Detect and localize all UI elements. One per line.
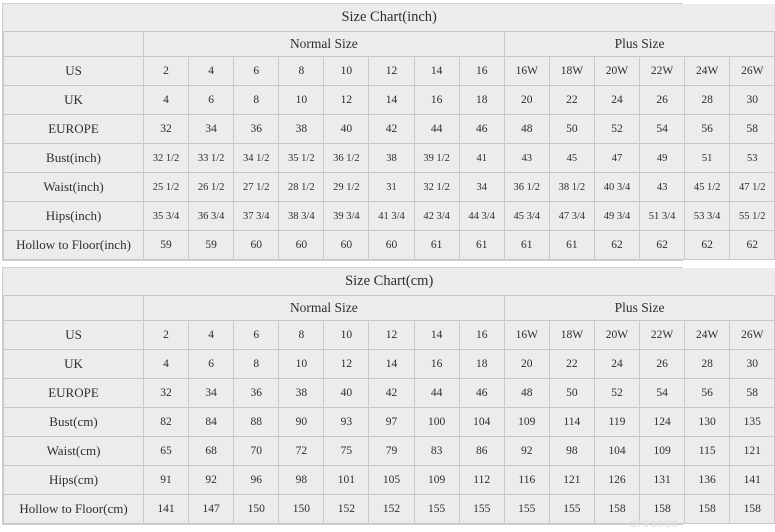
cell: 70 bbox=[234, 437, 279, 466]
size-chart-cm-table bbox=[3, 268, 775, 524]
cell: 60 bbox=[369, 231, 414, 260]
cell: 35 1/2 bbox=[279, 144, 324, 173]
cell: 53 bbox=[730, 144, 775, 173]
table-row bbox=[4, 379, 775, 408]
cell: 33 1/2 bbox=[189, 144, 234, 173]
cell: 26 bbox=[640, 350, 685, 379]
group-header-plus: Plus Size bbox=[504, 32, 775, 57]
cell: 45 bbox=[549, 144, 594, 173]
cell: 16 bbox=[459, 57, 504, 86]
cell: 68 bbox=[189, 437, 234, 466]
cell: 126 bbox=[594, 466, 639, 495]
cell: 97 bbox=[369, 408, 414, 437]
cell: 59 bbox=[144, 231, 189, 260]
cell: 10 bbox=[279, 350, 324, 379]
cell: 141 bbox=[730, 466, 775, 495]
cell: 49 3/4 bbox=[594, 202, 639, 231]
cell: 82 bbox=[144, 408, 189, 437]
cell: 26 1/2 bbox=[189, 173, 234, 202]
cell: 47 bbox=[594, 144, 639, 173]
cell: 20 bbox=[504, 350, 549, 379]
cell: 24W bbox=[685, 321, 730, 350]
table-group-row bbox=[4, 32, 775, 57]
group-header-normal: Normal Size bbox=[144, 32, 505, 57]
cell: 16 bbox=[414, 86, 459, 115]
chart-title: Size Chart(inch) bbox=[4, 4, 775, 32]
cell: 92 bbox=[189, 466, 234, 495]
cell: 29 1/2 bbox=[324, 173, 369, 202]
cell: 4 bbox=[144, 350, 189, 379]
cell: 90 bbox=[279, 408, 324, 437]
row-label: Waist(cm) bbox=[4, 437, 144, 466]
cell: 60 bbox=[234, 231, 279, 260]
cell: 22W bbox=[640, 321, 685, 350]
cell: 18 bbox=[459, 86, 504, 115]
cell: 155 bbox=[459, 495, 504, 524]
cell: 44 bbox=[414, 379, 459, 408]
cell: 6 bbox=[234, 57, 279, 86]
row-label: Hollow to Floor(cm) bbox=[4, 495, 144, 524]
cell: 45 1/2 bbox=[685, 173, 730, 202]
cell: 36 3/4 bbox=[189, 202, 234, 231]
cell: 101 bbox=[324, 466, 369, 495]
cell: 38 bbox=[279, 379, 324, 408]
cell: 2 bbox=[144, 321, 189, 350]
cell: 104 bbox=[594, 437, 639, 466]
cell: 155 bbox=[504, 495, 549, 524]
cell: 114 bbox=[549, 408, 594, 437]
table-row bbox=[4, 115, 775, 144]
cell: 20 bbox=[504, 86, 549, 115]
cell: 147 bbox=[189, 495, 234, 524]
cell: 150 bbox=[279, 495, 324, 524]
cell: 24 bbox=[594, 86, 639, 115]
cell: 61 bbox=[549, 231, 594, 260]
cell: 22W bbox=[640, 57, 685, 86]
cell: 32 bbox=[144, 379, 189, 408]
cell: 40 bbox=[324, 115, 369, 144]
cell: 31 bbox=[369, 173, 414, 202]
cell: 4 bbox=[144, 86, 189, 115]
row-label: UK bbox=[4, 86, 144, 115]
cell: 83 bbox=[414, 437, 459, 466]
group-header-plus: Plus Size bbox=[504, 296, 775, 321]
cell: 84 bbox=[189, 408, 234, 437]
size-chart-inch-block bbox=[2, 3, 766, 261]
cell: 14 bbox=[369, 86, 414, 115]
cell: 72 bbox=[279, 437, 324, 466]
cell: 158 bbox=[594, 495, 639, 524]
size-chart-page bbox=[0, 3, 766, 532]
cell: 40 3/4 bbox=[594, 173, 639, 202]
cell: 79 bbox=[369, 437, 414, 466]
cell: 42 bbox=[369, 115, 414, 144]
row-label: Waist(inch) bbox=[4, 173, 144, 202]
cell: 32 1/2 bbox=[144, 144, 189, 173]
group-header-normal: Normal Size bbox=[144, 296, 505, 321]
row-label: Bust(cm) bbox=[4, 408, 144, 437]
cell: 16 bbox=[414, 350, 459, 379]
cell: 4 bbox=[189, 321, 234, 350]
cell: 55 1/2 bbox=[730, 202, 775, 231]
cell: 158 bbox=[685, 495, 730, 524]
cell: 14 bbox=[414, 321, 459, 350]
table-row bbox=[4, 231, 775, 260]
table-title-row bbox=[4, 268, 775, 296]
cell: 28 1/2 bbox=[279, 173, 324, 202]
cell: 130 bbox=[685, 408, 730, 437]
cell: 109 bbox=[414, 466, 459, 495]
cell: 16W bbox=[504, 321, 549, 350]
cell: 135 bbox=[730, 408, 775, 437]
cell: 14 bbox=[369, 350, 414, 379]
cell: 47 3/4 bbox=[549, 202, 594, 231]
cell: 24W bbox=[685, 57, 730, 86]
table-row bbox=[4, 144, 775, 173]
cell: 34 1/2 bbox=[234, 144, 279, 173]
cell: 141 bbox=[144, 495, 189, 524]
cell: 30 bbox=[730, 86, 775, 115]
table-row bbox=[4, 57, 775, 86]
row-label: EUROPE bbox=[4, 379, 144, 408]
cell: 6 bbox=[189, 350, 234, 379]
cell: 44 3/4 bbox=[459, 202, 504, 231]
cell: 104 bbox=[459, 408, 504, 437]
cell: 8 bbox=[234, 86, 279, 115]
corner-cell bbox=[4, 32, 144, 57]
cell: 121 bbox=[549, 466, 594, 495]
cell: 136 bbox=[685, 466, 730, 495]
cell: 12 bbox=[369, 321, 414, 350]
cell: 58 bbox=[730, 115, 775, 144]
cell: 6 bbox=[189, 86, 234, 115]
cell: 65 bbox=[144, 437, 189, 466]
cell: 34 bbox=[189, 115, 234, 144]
cell: 109 bbox=[504, 408, 549, 437]
cell: 18W bbox=[549, 57, 594, 86]
cell: 40 bbox=[324, 379, 369, 408]
cell: 96 bbox=[234, 466, 279, 495]
cell: 53 3/4 bbox=[685, 202, 730, 231]
table-title-row bbox=[4, 4, 775, 32]
cell: 150 bbox=[234, 495, 279, 524]
table-row bbox=[4, 350, 775, 379]
cell: 56 bbox=[685, 115, 730, 144]
cell: 8 bbox=[279, 321, 324, 350]
cell: 158 bbox=[730, 495, 775, 524]
cell: 2 bbox=[144, 57, 189, 86]
cell: 28 bbox=[685, 350, 730, 379]
cell: 50 bbox=[549, 379, 594, 408]
size-chart-cm-block bbox=[2, 267, 764, 525]
cell: 20W bbox=[594, 57, 639, 86]
cell: 152 bbox=[324, 495, 369, 524]
cell: 54 bbox=[640, 379, 685, 408]
cell: 59 bbox=[189, 231, 234, 260]
watermark-text: dresses bbox=[629, 516, 679, 530]
cell: 22 bbox=[549, 86, 594, 115]
cell: 38 1/2 bbox=[549, 173, 594, 202]
cell: 109 bbox=[640, 437, 685, 466]
cell: 116 bbox=[504, 466, 549, 495]
cell: 16W bbox=[504, 57, 549, 86]
table-row bbox=[4, 86, 775, 115]
row-label: Hips(cm) bbox=[4, 466, 144, 495]
cell: 75 bbox=[324, 437, 369, 466]
cell: 18W bbox=[549, 321, 594, 350]
chart-title: Size Chart(cm) bbox=[4, 268, 775, 296]
cell: 10 bbox=[279, 86, 324, 115]
cell: 36 bbox=[234, 379, 279, 408]
cell: 51 bbox=[685, 144, 730, 173]
cell: 49 bbox=[640, 144, 685, 173]
cell: 58 bbox=[730, 379, 775, 408]
cell: 14 bbox=[414, 57, 459, 86]
row-label: US bbox=[4, 321, 144, 350]
cell: 12 bbox=[324, 86, 369, 115]
cell: 28 bbox=[685, 86, 730, 115]
cell: 54 bbox=[640, 115, 685, 144]
cell: 25 1/2 bbox=[144, 173, 189, 202]
cell: 20W bbox=[594, 321, 639, 350]
row-label: Bust(inch) bbox=[4, 144, 144, 173]
cell: 155 bbox=[414, 495, 459, 524]
table-group-row bbox=[4, 296, 775, 321]
cell: 98 bbox=[279, 466, 324, 495]
cell: 30 bbox=[730, 350, 775, 379]
cell: 62 bbox=[730, 231, 775, 260]
cell: 32 bbox=[144, 115, 189, 144]
cell: 44 bbox=[414, 115, 459, 144]
cell: 61 bbox=[504, 231, 549, 260]
cell: 50 bbox=[549, 115, 594, 144]
size-chart-inch-table bbox=[3, 4, 775, 260]
cell: 48 bbox=[504, 115, 549, 144]
cell: 37 3/4 bbox=[234, 202, 279, 231]
cell: 46 bbox=[459, 115, 504, 144]
cell: 62 bbox=[685, 231, 730, 260]
cell: 88 bbox=[234, 408, 279, 437]
cell: 10 bbox=[324, 57, 369, 86]
cell: 36 bbox=[234, 115, 279, 144]
cell: 119 bbox=[594, 408, 639, 437]
row-label: EUROPE bbox=[4, 115, 144, 144]
cell: 38 bbox=[279, 115, 324, 144]
cell: 43 bbox=[504, 144, 549, 173]
row-label: Hips(inch) bbox=[4, 202, 144, 231]
cell: 60 bbox=[279, 231, 324, 260]
cell: 155 bbox=[549, 495, 594, 524]
cell: 39 1/2 bbox=[414, 144, 459, 173]
cell: 91 bbox=[144, 466, 189, 495]
cell: 131 bbox=[640, 466, 685, 495]
table-row bbox=[4, 202, 775, 231]
cell: 158 bbox=[640, 495, 685, 524]
cell: 36 1/2 bbox=[324, 144, 369, 173]
cell: 93 bbox=[324, 408, 369, 437]
cell: 52 bbox=[594, 115, 639, 144]
cell: 38 bbox=[369, 144, 414, 173]
cell: 18 bbox=[459, 350, 504, 379]
cell: 22 bbox=[549, 350, 594, 379]
cell: 26W bbox=[730, 57, 775, 86]
table-row bbox=[4, 408, 775, 437]
cell: 124 bbox=[640, 408, 685, 437]
cell: 43 bbox=[640, 173, 685, 202]
cell: 8 bbox=[234, 350, 279, 379]
cell: 92 bbox=[504, 437, 549, 466]
cell: 16 bbox=[459, 321, 504, 350]
cell: 10 bbox=[324, 321, 369, 350]
cell: 34 bbox=[189, 379, 234, 408]
cell: 41 3/4 bbox=[369, 202, 414, 231]
cell: 112 bbox=[459, 466, 504, 495]
cell: 105 bbox=[369, 466, 414, 495]
table-row bbox=[4, 321, 775, 350]
table-row bbox=[4, 173, 775, 202]
cell: 51 3/4 bbox=[640, 202, 685, 231]
cell: 115 bbox=[685, 437, 730, 466]
cell: 4 bbox=[189, 57, 234, 86]
cell: 100 bbox=[414, 408, 459, 437]
cell: 42 3/4 bbox=[414, 202, 459, 231]
row-label: Hollow to Floor(inch) bbox=[4, 231, 144, 260]
cell: 46 bbox=[459, 379, 504, 408]
cell: 56 bbox=[685, 379, 730, 408]
row-label: UK bbox=[4, 350, 144, 379]
cell: 98 bbox=[549, 437, 594, 466]
cell: 26 bbox=[640, 86, 685, 115]
cell: 42 bbox=[369, 379, 414, 408]
cell: 45 3/4 bbox=[504, 202, 549, 231]
table-row bbox=[4, 466, 775, 495]
cell: 60 bbox=[324, 231, 369, 260]
cell: 32 1/2 bbox=[414, 173, 459, 202]
row-label: US bbox=[4, 57, 144, 86]
cell: 152 bbox=[369, 495, 414, 524]
cell: 39 3/4 bbox=[324, 202, 369, 231]
cell: 62 bbox=[594, 231, 639, 260]
cell: 12 bbox=[369, 57, 414, 86]
cell: 36 1/2 bbox=[504, 173, 549, 202]
cell: 41 bbox=[459, 144, 504, 173]
cell: 52 bbox=[594, 379, 639, 408]
cell: 12 bbox=[324, 350, 369, 379]
cell: 8 bbox=[279, 57, 324, 86]
cell: 26W bbox=[730, 321, 775, 350]
corner-cell bbox=[4, 296, 144, 321]
table-row bbox=[4, 437, 775, 466]
cell: 61 bbox=[459, 231, 504, 260]
cell: 86 bbox=[459, 437, 504, 466]
cell: 121 bbox=[730, 437, 775, 466]
cell: 47 1/2 bbox=[730, 173, 775, 202]
cell: 24 bbox=[594, 350, 639, 379]
cell: 61 bbox=[414, 231, 459, 260]
cell: 27 1/2 bbox=[234, 173, 279, 202]
cell: 34 bbox=[459, 173, 504, 202]
cell: 48 bbox=[504, 379, 549, 408]
cell: 38 3/4 bbox=[279, 202, 324, 231]
cell: 6 bbox=[234, 321, 279, 350]
cell: 35 3/4 bbox=[144, 202, 189, 231]
cell: 62 bbox=[640, 231, 685, 260]
